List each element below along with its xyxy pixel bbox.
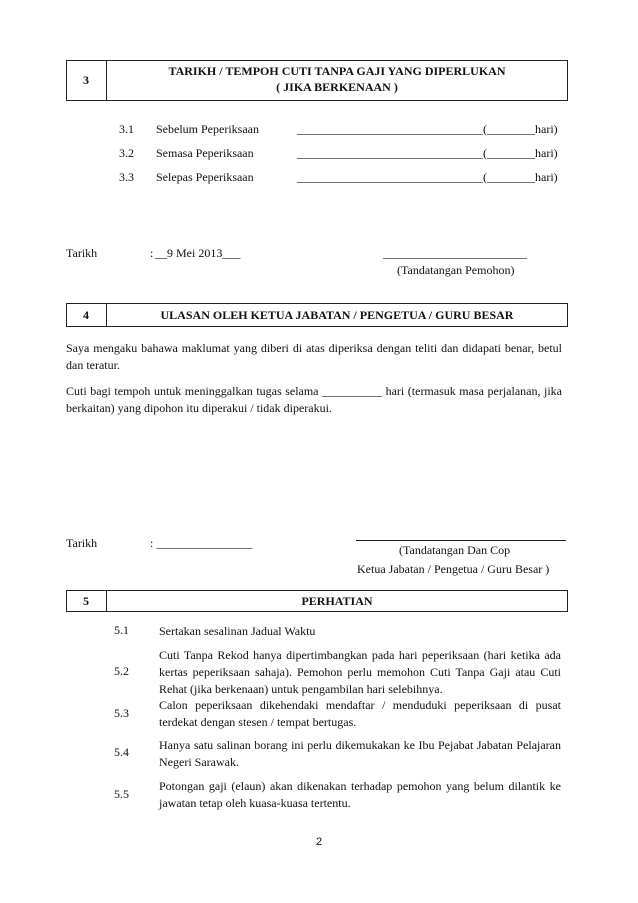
item-number: 5.5 [114,787,129,801]
item-number: 5.3 [114,706,129,720]
item-label: Semasa Peperiksaan [156,146,254,160]
section-3-title [106,63,568,95]
date-value[interactable]: : ________________ [150,536,253,550]
date-value[interactable]: __9 Mei 2013___ [155,246,241,260]
section-5-title: PERHATIAN [301,594,373,608]
date-label: Tarikh [66,246,98,260]
item-label: Selepas Peperiksaan [156,170,254,184]
date-label: Tarikh [66,536,98,550]
item-number: 5.1 [114,623,129,637]
item-text: Calon peperiksaan dikehendaki mendaftar / menduduki peperiksaan di pusat terdekat dengan stesen / tempat bertugas. [159,698,561,729]
item-number: 3.1 [119,122,134,136]
section-4-number: 4 [83,308,89,322]
item-fill-field[interactable]: _______________________________(________hari) [297,122,558,136]
section-3-number: 3 [83,73,89,87]
item-text: Potongan gaji (elaun) akan dikenakan terhadap pemohon yang belum dilantik ke jawatan tetap oleh kuasa-kuasa tertentu. [159,779,561,810]
applicant-signature-line[interactable]: ________________________ [383,246,527,260]
item-text: Hanya satu salinan borang ini perlu dikemukakan ke Ibu Pejabat Jabatan Pelajaran Negeri Sarawak. [159,738,561,769]
page-number: 2 [315,836,323,848]
section-4-paragraph-2: Cuti bagi tempoh untuk meninggalkan tugas selama __________ hari (termasuk masa perjalanan, jika berkaitan) yang dipohon itu diperakui / tidak diperakui. [66,384,562,415]
item-text: Cuti Tanpa Rekod hanya dipertimbangkan pada hari peperiksaan (hari ketika ada kertas peperiksaan sahaja). Pemohon perlu memohon Cuti Tanpa Gaji atau Cuti Rehat (jika berkenaan) untuk pengambilan hari selebihnya. [159,648,561,696]
date-separator: : [150,246,154,260]
item-label: Sebelum Peperiksaan [156,122,259,136]
head-signature-label-2: Ketua Jabatan / Pengetua / Guru Besar ) [357,562,550,576]
head-signature-label-1: (Tandatangan Dan Cop [399,543,511,557]
section-3-title-line1: TARIKH / TEMPOH CUTI TANPA GAJI YANG DIPERLUKAN [168,64,506,78]
item-number: 3.2 [119,146,134,160]
section-5-number: 5 [83,594,89,608]
item-text: Sertakan sesalinan Jadual Waktu [159,624,316,638]
item-number: 5.2 [114,664,129,678]
section-4-title: ULASAN OLEH KETUA JABATAN / PENGETUA / GURU BESAR [160,308,514,322]
head-signature-line[interactable] [356,540,566,541]
item-fill-field[interactable]: _______________________________(________hari) [297,170,558,184]
item-number: 5.4 [114,745,129,759]
section-3-title-line2: ( JIKA BERKENAAN ) [276,80,398,94]
section-4-paragraph-1: Saya mengaku bahawa maklumat yang diberi di atas diperiksa dengan teliti dan didapati benar, betul dan teratur. [66,341,562,372]
applicant-signature-label: (Tandatangan Pemohon) [397,263,515,277]
item-fill-field[interactable]: _______________________________(________hari) [297,146,558,160]
item-number: 3.3 [119,170,134,184]
